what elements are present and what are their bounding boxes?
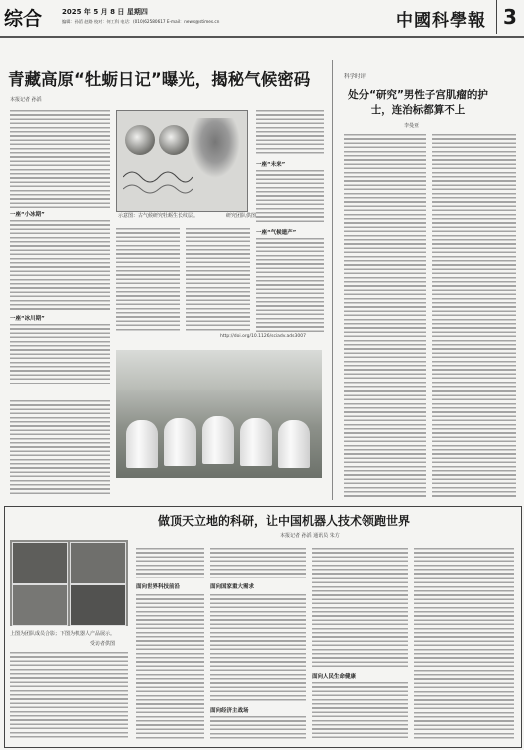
page-number: 3 (496, 0, 523, 34)
text-column (10, 400, 110, 494)
subhead: 面向经济主战场 (210, 708, 249, 714)
column-divider (332, 60, 333, 500)
photo-caption: 上图为团队成员合影；下图为机器人产品展示。 (10, 631, 116, 637)
text-column (10, 652, 128, 740)
text-column (312, 548, 408, 668)
section-label: 综合 (4, 8, 43, 30)
figure-caption: 示意图：古气候研究牡蛎生长纹层。 (118, 213, 199, 219)
subhead: 面向人民生命健康 (312, 674, 357, 680)
text-column (344, 134, 426, 498)
text-column (256, 110, 324, 156)
text-column (136, 594, 204, 740)
subhead: 面向国家重大需求 (210, 584, 255, 590)
text-column (256, 170, 324, 224)
editor-info: 编辑：孙滔 赵路 校对：何工科 电话：(010)62580617 E-mail：news@stimes.cn (62, 19, 220, 24)
subhead: 面向世界科技前沿 (136, 584, 181, 590)
shell-section-image (159, 125, 189, 155)
subhead: 一座“冰川期” (10, 316, 45, 322)
photo-credit: 受访者供图 (90, 641, 116, 647)
masthead-logo: 中國科學報 (396, 11, 486, 31)
commentary-byline: 李曼亚 (404, 123, 420, 129)
tree-illustration (190, 118, 240, 178)
text-column (10, 110, 110, 208)
article1-byline: 本报记者 孙滔 (10, 97, 42, 103)
text-column (116, 228, 180, 332)
team-photo-collage (10, 540, 128, 626)
text-column (10, 220, 110, 310)
article1-headline: 青藏高原“牡蛎日记”曝光，揭秘气候密码 (8, 70, 311, 89)
text-column (186, 228, 250, 332)
wave-graph (123, 167, 193, 197)
text-column (210, 548, 306, 578)
text-column (414, 548, 514, 740)
text-column (136, 548, 204, 578)
article2-headline: 做顶天立地的科研，让中国机器人技术领跑世界 (158, 514, 411, 528)
subhead: 一座“气候遗产” (256, 230, 297, 236)
industrial-tanks-photo (116, 350, 322, 478)
figure-credit: 研究团队供图 (226, 213, 257, 219)
commentary-headline: 处分“研究”男性子宫肌瘤的护士，连治标都算不上 (348, 89, 488, 116)
text-column (432, 134, 516, 498)
text-column (210, 716, 306, 740)
article2-byline: 本报记者 孙滔 通讯员 朱方 (280, 533, 340, 539)
text-column (10, 324, 110, 384)
issue-date: 2025 年 5 月 8 日 星期四 (62, 8, 148, 16)
shell-section-image (125, 125, 155, 155)
doi-link[interactable]: http://doi.org/10.1126/sciadv.ads3007 (220, 334, 306, 339)
text-column (312, 682, 408, 740)
subhead: 一座“小冰期” (10, 212, 45, 218)
subhead: 一座“未来” (256, 162, 286, 168)
text-column (256, 238, 324, 332)
column-title: 科学时评 (344, 74, 367, 80)
text-column (210, 594, 306, 702)
